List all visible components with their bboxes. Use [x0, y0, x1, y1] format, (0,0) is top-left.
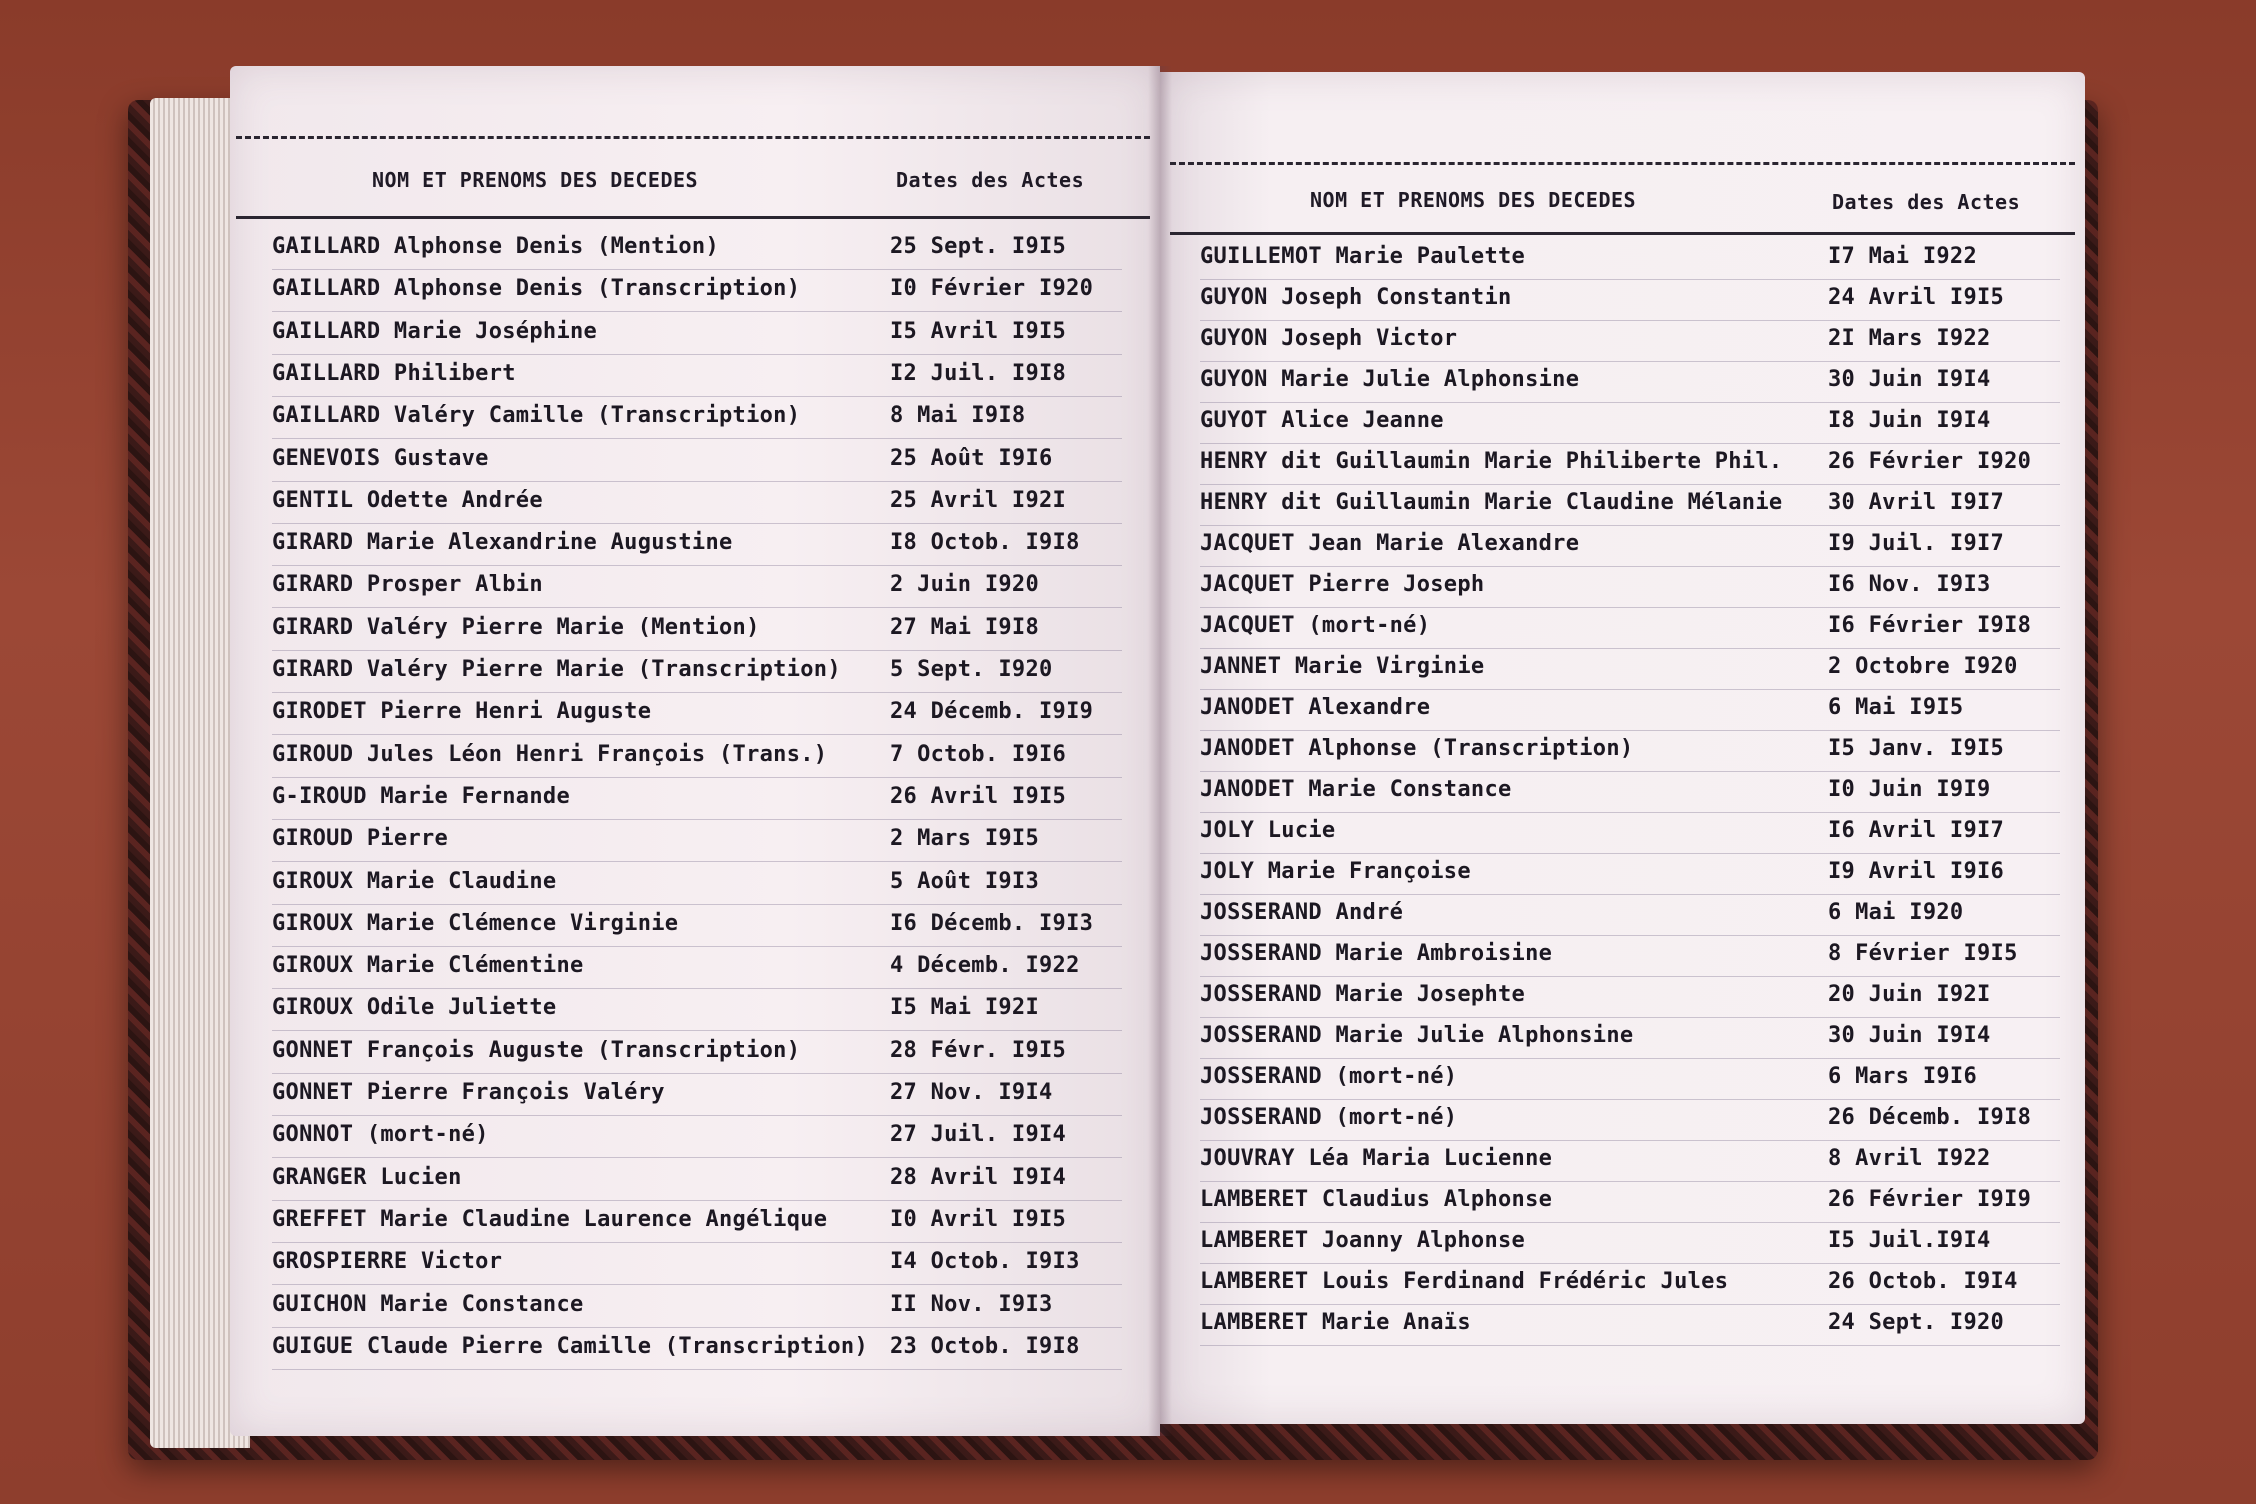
entry-name: JACQUET Pierre Joseph — [1200, 572, 1485, 597]
entry-row — [1160, 859, 2085, 899]
entry-name: GIRARD Valéry Pierre Marie (Mention) — [272, 614, 760, 640]
entry-date: I5 Janv. I9I5 — [1828, 736, 2005, 761]
entry-guide-line — [272, 988, 1122, 989]
entry-date: 5 Août I9I3 — [890, 868, 1039, 894]
entry-date: I7 Mai I922 — [1828, 244, 1977, 269]
entry-guide-line — [272, 946, 1122, 947]
entry-name: HENRY dit Guillaumin Marie Philiberte Phil. — [1200, 449, 1783, 474]
entry-name: JANODET Alphonse (Transcription) — [1200, 736, 1634, 761]
right-header-bottom-rule — [1170, 232, 2075, 235]
entry-name: JOLY Lucie — [1200, 818, 1336, 843]
entry-guide-line — [1200, 1058, 2060, 1059]
entry-date: I9 Avril I9I6 — [1828, 859, 2005, 884]
entry-date: 4 Décemb. I922 — [890, 953, 1080, 979]
entry-row — [230, 657, 1160, 697]
entry-row — [1160, 982, 2085, 1022]
entry-row — [1160, 941, 2085, 981]
entry-date: I0 Avril I9I5 — [890, 1206, 1067, 1232]
entry-row — [1160, 572, 2085, 612]
entry-guide-line — [1200, 361, 2060, 362]
entry-row — [1160, 1146, 2085, 1186]
right-header-top-rule — [1170, 162, 2075, 165]
entry-guide-line — [272, 396, 1122, 397]
entry-name: JOSSERAND (mort-né) — [1200, 1105, 1458, 1130]
entry-name: JANODET Marie Constance — [1200, 777, 1512, 802]
entry-date: 24 Décemb. I9I9 — [890, 699, 1094, 725]
entry-row — [1160, 531, 2085, 571]
entry-guide-line — [272, 1242, 1122, 1243]
entry-date: 6 Mai I9I5 — [1828, 695, 1964, 720]
left-header-name: NOM ET PRENOMS DES DECEDES — [372, 168, 699, 192]
entry-guide-line — [1200, 1181, 2060, 1182]
entry-guide-line — [1200, 771, 2060, 772]
entry-date: I5 Juil.I9I4 — [1828, 1228, 1991, 1253]
entry-row — [230, 699, 1160, 739]
entry-row — [230, 1334, 1160, 1374]
entry-guide-line — [1200, 648, 2060, 649]
entry-guide-line — [1200, 853, 2060, 854]
entry-guide-line — [272, 481, 1122, 482]
entry-row — [230, 953, 1160, 993]
entry-date: 27 Nov. I9I4 — [890, 1080, 1053, 1105]
entry-name: GUIGUE Claude Pierre Camille (Transcription) — [272, 1333, 868, 1359]
entry-name: JACQUET Jean Marie Alexandre — [1200, 531, 1580, 556]
entry-name: GIRARD Valéry Pierre Marie (Transcription) — [272, 657, 841, 682]
entry-name: GAILLARD Valéry Camille (Transcription) — [272, 403, 801, 429]
right-header-name: NOM ET PRENOMS DES DECEDES — [1310, 188, 1637, 212]
entry-guide-line — [272, 523, 1122, 524]
entry-date: 2I Mars I922 — [1828, 326, 1991, 351]
entry-guide-line — [272, 354, 1122, 355]
entry-date: 8 Avril I922 — [1828, 1146, 1991, 1171]
entry-date: I8 Octob. I9I8 — [890, 530, 1080, 556]
entry-date: 25 Sept. I9I5 — [890, 234, 1067, 259]
entry-date: I5 Mai I92I — [890, 995, 1039, 1021]
entry-name: GREFFET Marie Claudine Laurence Angélique — [272, 1206, 828, 1232]
entry-date: 30 Juin I9I4 — [1828, 1023, 1991, 1048]
entry-row — [1160, 285, 2085, 325]
entry-guide-line — [1200, 1140, 2060, 1141]
entry-name: JOUVRAY Léa Maria Lucienne — [1200, 1146, 1553, 1171]
entry-row — [230, 1080, 1160, 1120]
entry-guide-line — [272, 1284, 1122, 1285]
entry-row — [230, 276, 1160, 316]
entry-guide-line — [272, 1200, 1122, 1201]
entry-name: GIRARD Marie Alexandrine Augustine — [272, 530, 733, 556]
entry-row — [230, 995, 1160, 1035]
entry-guide-line — [1200, 812, 2060, 813]
entry-guide-line — [1200, 894, 2060, 895]
entry-date: I5 Avril I9I5 — [890, 318, 1067, 344]
entry-guide-line — [1200, 1263, 2060, 1264]
entry-name: GENTIL Odette Andrée — [272, 487, 543, 513]
entry-date: I6 Nov. I9I3 — [1828, 572, 1991, 597]
entry-name: GIROUD Pierre — [272, 826, 449, 852]
entry-date: 24 Sept. I920 — [1828, 1310, 2005, 1335]
entry-name: LAMBERET Marie Anaïs — [1200, 1310, 1471, 1335]
entry-guide-line — [1200, 320, 2060, 321]
entry-name: JACQUET (mort-né) — [1200, 613, 1431, 638]
entry-row — [1160, 1105, 2085, 1145]
entry-row — [1160, 900, 2085, 940]
entry-row — [230, 1292, 1160, 1332]
entry-guide-line — [1200, 484, 2060, 485]
entry-date: 6 Mai I920 — [1828, 900, 1964, 925]
entry-row — [1160, 818, 2085, 858]
entry-guide-line — [1200, 279, 2060, 280]
right-page — [1160, 72, 2085, 1424]
entry-date: 8 Mai I9I8 — [890, 403, 1026, 429]
entry-date: 25 Avril I92I — [890, 487, 1067, 513]
entry-date: 5 Sept. I920 — [890, 657, 1053, 682]
entry-guide-line — [272, 269, 1122, 270]
entry-guide-line — [272, 861, 1122, 862]
entry-name: JANNET Marie Virginie — [1200, 654, 1485, 679]
entry-row — [1160, 490, 2085, 530]
entry-guide-line — [1200, 689, 2060, 690]
entry-date: 26 Avril I9I5 — [890, 783, 1067, 809]
entry-row — [1160, 736, 2085, 776]
entry-name: LAMBERET Joanny Alphonse — [1200, 1228, 1526, 1253]
entry-name: JOSSERAND Marie Julie Alphonsine — [1200, 1023, 1634, 1048]
entry-date: 30 Juin I9I4 — [1828, 367, 1991, 392]
entry-name: JOLY Marie Françoise — [1200, 859, 1471, 884]
entry-row — [230, 572, 1160, 612]
entry-guide-line — [1200, 1222, 2060, 1223]
entry-guide-line — [272, 650, 1122, 651]
entry-date: 2 Mars I9I5 — [890, 826, 1039, 852]
entry-name: GAILLARD Alphonse Denis (Mention) — [272, 234, 719, 259]
entry-row — [230, 446, 1160, 486]
entry-date: I6 Avril I9I7 — [1828, 818, 2005, 843]
entry-date: 7 Octob. I9I6 — [890, 741, 1067, 767]
entry-date: 30 Avril I9I7 — [1828, 490, 2005, 515]
entry-name: JOSSERAND Marie Josephte — [1200, 982, 1526, 1007]
entry-name: GIROUX Marie Claudine — [272, 868, 557, 894]
entry-row — [1160, 1187, 2085, 1227]
entry-date: 28 Févr. I9I5 — [890, 1037, 1067, 1063]
entry-guide-line — [272, 311, 1122, 312]
entry-guide-line — [272, 1030, 1122, 1031]
entry-row — [230, 530, 1160, 570]
entry-row — [230, 488, 1160, 528]
left-page — [230, 66, 1160, 1436]
entry-name: GAILLARD Marie Joséphine — [272, 318, 598, 344]
entry-name: GUYON Joseph Constantin — [1200, 285, 1512, 310]
entry-guide-line — [1200, 1345, 2060, 1346]
entry-row — [1160, 1310, 2085, 1350]
entry-row — [230, 1165, 1160, 1205]
entry-name: GUYOT Alice Jeanne — [1200, 408, 1444, 433]
right-header-date: Dates des Actes — [1832, 190, 2021, 214]
entry-date: 2 Octobre I920 — [1828, 654, 2018, 679]
entry-name: GROSPIERRE Victor — [272, 1249, 503, 1275]
entry-guide-line — [1200, 730, 2060, 731]
entry-name: G-IROUD Marie Fernande — [272, 783, 570, 809]
entry-name: GAILLARD Philibert — [272, 360, 516, 386]
entry-row — [230, 403, 1160, 443]
entry-date: 20 Juin I92I — [1828, 982, 1991, 1007]
entry-row — [1160, 1269, 2085, 1309]
entry-row — [230, 319, 1160, 359]
entry-date: II Nov. I9I3 — [890, 1291, 1053, 1317]
entry-guide-line — [1200, 443, 2060, 444]
entry-guide-line — [1200, 566, 2060, 567]
entry-guide-line — [272, 777, 1122, 778]
book-gutter — [1148, 66, 1172, 1436]
entry-row — [230, 869, 1160, 909]
entry-row — [1160, 244, 2085, 284]
entry-row — [230, 1249, 1160, 1289]
entry-row — [1160, 367, 2085, 407]
entry-name: LAMBERET Louis Ferdinand Frédéric Jules — [1200, 1269, 1729, 1294]
entry-guide-line — [272, 734, 1122, 735]
entry-row — [1160, 408, 2085, 448]
entry-name: GIROUX Odile Juliette — [272, 995, 557, 1021]
entry-row — [1160, 1228, 2085, 1268]
entry-name: JOSSERAND Marie Ambroisine — [1200, 941, 1553, 966]
entry-guide-line — [1200, 1017, 2060, 1018]
entry-name: GIRODET Pierre Henri Auguste — [272, 699, 652, 725]
entry-guide-line — [272, 1369, 1122, 1370]
entry-guide-line — [1200, 402, 2060, 403]
entry-name: GUILLEMOT Marie Paulette — [1200, 244, 1526, 269]
entry-row — [1160, 695, 2085, 735]
left-header-date: Dates des Actes — [896, 168, 1085, 192]
entry-date: I9 Juil. I9I7 — [1828, 531, 2005, 556]
entry-row — [230, 1207, 1160, 1247]
entry-guide-line — [272, 1157, 1122, 1158]
entry-date: 6 Mars I9I6 — [1828, 1064, 1977, 1089]
entry-guide-line — [272, 1073, 1122, 1074]
entry-row — [1160, 326, 2085, 366]
entry-date: I6 Février I9I8 — [1828, 613, 2032, 638]
entry-guide-line — [272, 904, 1122, 905]
entry-guide-line — [1200, 935, 2060, 936]
entry-name: GRANGER Lucien — [272, 1164, 462, 1190]
entry-date: 27 Juil. I9I4 — [890, 1122, 1067, 1148]
entry-guide-line — [1200, 607, 2060, 608]
entry-row — [1160, 613, 2085, 653]
entry-name: LAMBERET Claudius Alphonse — [1200, 1187, 1553, 1212]
entry-date: I0 Février I920 — [890, 276, 1094, 302]
entry-row — [230, 1038, 1160, 1078]
entry-date: 26 Février I9I9 — [1828, 1187, 2032, 1212]
entry-guide-line — [272, 819, 1122, 820]
entry-date: I6 Décemb. I9I3 — [890, 910, 1094, 936]
entry-date: I8 Juin I9I4 — [1828, 408, 1991, 433]
entry-guide-line — [272, 607, 1122, 608]
entry-row — [230, 911, 1160, 951]
entry-name: GONNET Pierre François Valéry — [272, 1080, 665, 1105]
entry-row — [230, 361, 1160, 401]
entry-row — [230, 615, 1160, 655]
entry-guide-line — [1200, 1304, 2060, 1305]
entry-name: HENRY dit Guillaumin Marie Claudine Mélanie — [1200, 490, 1783, 515]
entry-date: I4 Octob. I9I3 — [890, 1249, 1080, 1275]
entry-row — [1160, 1064, 2085, 1104]
entry-date: 28 Avril I9I4 — [890, 1164, 1067, 1190]
entry-date: 24 Avril I9I5 — [1828, 285, 2005, 310]
entry-guide-line — [1200, 525, 2060, 526]
entry-date: 2 Juin I920 — [890, 572, 1039, 598]
entry-row — [230, 826, 1160, 866]
entry-name: GONNOT (mort-né) — [272, 1122, 489, 1148]
entry-name: GUYON Marie Julie Alphonsine — [1200, 367, 1580, 392]
entry-guide-line — [272, 565, 1122, 566]
entry-date: 26 Février I920 — [1828, 449, 2032, 474]
entry-name: GIRARD Prosper Albin — [272, 572, 543, 598]
entry-date: 26 Octob. I9I4 — [1828, 1269, 2018, 1294]
entry-row — [230, 742, 1160, 782]
entry-name: GUICHON Marie Constance — [272, 1291, 584, 1317]
entry-guide-line — [1200, 976, 2060, 977]
entry-name: GIROUD Jules Léon Henri François (Trans.) — [272, 741, 828, 767]
entry-name: JOSSERAND André — [1200, 900, 1404, 925]
entry-name: JANODET Alexandre — [1200, 695, 1431, 720]
entry-date: 23 Octob. I9I8 — [890, 1333, 1080, 1359]
entry-guide-line — [272, 438, 1122, 439]
entry-row — [1160, 777, 2085, 817]
entry-date: 26 Décemb. I9I8 — [1828, 1105, 2032, 1130]
entry-guide-line — [272, 1327, 1122, 1328]
entry-row — [1160, 449, 2085, 489]
entry-guide-line — [272, 692, 1122, 693]
entry-guide-line — [1200, 1099, 2060, 1100]
entry-name: GUYON Joseph Victor — [1200, 326, 1458, 351]
entry-name: GENEVOIS Gustave — [272, 445, 489, 471]
entry-row — [230, 234, 1160, 274]
entry-guide-line — [272, 1115, 1122, 1116]
entry-row — [1160, 654, 2085, 694]
entry-name: JOSSERAND (mort-né) — [1200, 1064, 1458, 1089]
entry-name: GIROUX Marie Clémentine — [272, 953, 584, 979]
entry-row — [1160, 1023, 2085, 1063]
entry-row — [230, 1122, 1160, 1162]
entry-name: GONNET François Auguste (Transcription) — [272, 1037, 801, 1063]
entry-row — [230, 784, 1160, 824]
entry-date: 27 Mai I9I8 — [890, 614, 1039, 640]
entry-date: 8 Février I9I5 — [1828, 941, 2018, 966]
entry-date: I2 Juil. I9I8 — [890, 360, 1067, 386]
left-header-top-rule — [236, 136, 1150, 139]
entry-date: 25 Août I9I6 — [890, 445, 1053, 471]
entry-name: GAILLARD Alphonse Denis (Transcription) — [272, 276, 801, 302]
entry-name: GIROUX Marie Clémence Virginie — [272, 910, 679, 936]
entry-date: I0 Juin I9I9 — [1828, 777, 1991, 802]
left-header-bottom-rule — [236, 216, 1150, 219]
